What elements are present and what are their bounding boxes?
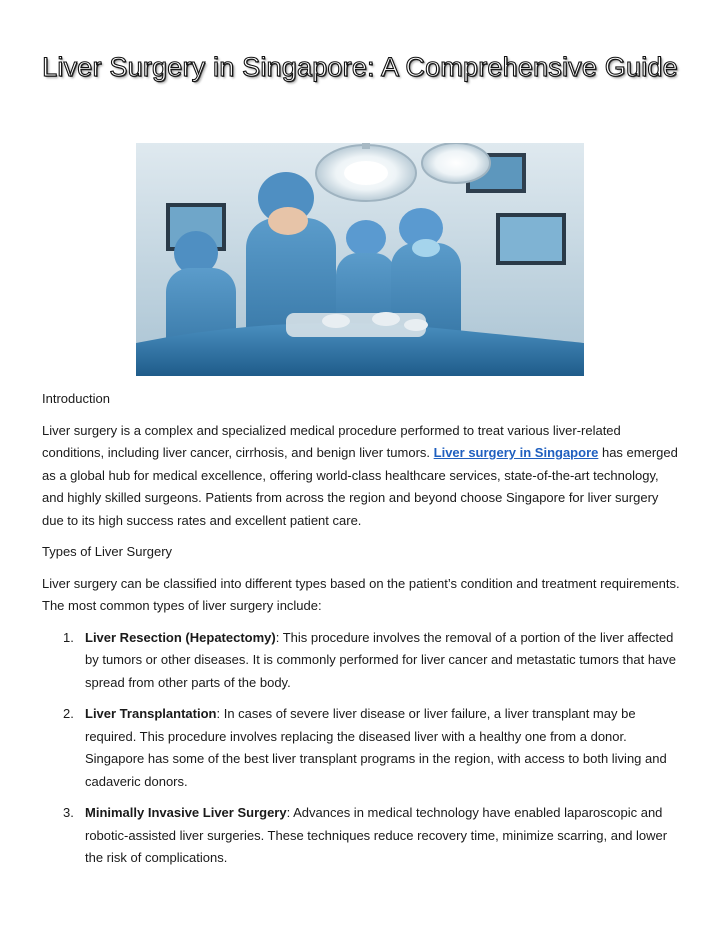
list-item — [42, 627, 682, 695]
intro-paragraph — [42, 420, 682, 533]
types-intro: Liver surgery can be classified into different types based on the patient’s condition and treatment requirements. The most common types of liver surgery include: — [42, 575, 680, 613]
list-item-description: : In cases of severe liver disease or liver failure, a liver transplant may be required. This procedure involves replacing the diseased liver with a healthy one from a donor. Singapore has some of the best liver transplant programs in the region, with access to both living and cadaveric donors. — [85, 706, 667, 789]
list-item-title: Minimally Invasive Liver Surgery — [85, 805, 287, 820]
list-item — [42, 802, 682, 870]
list-item-description: : This procedure involves the removal of a portion of the liver affected by tumors or other diseases. It is commonly performed for liver cancer and metastatic tumors that have spread from other parts of the body. — [85, 629, 677, 690]
list-item-number: 3. — [63, 805, 74, 820]
list-item-title: Liver Resection (Hepatectomy) — [85, 629, 276, 645]
intro-text-before: Liver surgery is a complex and specialized medical procedure performed to treat various liver-related conditions, including liver cancer, cirrhosis, and benign liver tumors. — [42, 422, 621, 460]
types-list — [42, 627, 682, 870]
article-body — [42, 388, 682, 879]
list-item — [42, 703, 682, 793]
surgery-photo — [136, 143, 584, 376]
list-item-number: 1. — [63, 629, 74, 645]
list-item-title: Liver Transplantation — [85, 706, 217, 721]
liver-surgery-singapore-link[interactable]: Liver surgery in Singapore — [433, 445, 599, 460]
list-item-number: 2. — [63, 706, 74, 721]
list-item-description: : Advances in medical technology have enabled laparoscopic and robotic-assisted liver surgeries. These techniques reduce recovery time, minimize scarring, and lower the risk of complications. — [85, 805, 668, 865]
intro-heading: Introduction — [42, 391, 110, 406]
page-title: Liver Surgery in Singapore: A Comprehensive Guide — [42, 52, 678, 82]
types-heading: Types of Liver Surgery — [42, 544, 173, 559]
intro-text-after: has emerged as a global hub for medical excellence, offering world-class healthcare services, state-of-the-art technology, and highly skilled surgeons. Patients from across the region and beyond choose Singapore for liver surgery due to its high success rates and excellent patient care. — [42, 445, 678, 528]
